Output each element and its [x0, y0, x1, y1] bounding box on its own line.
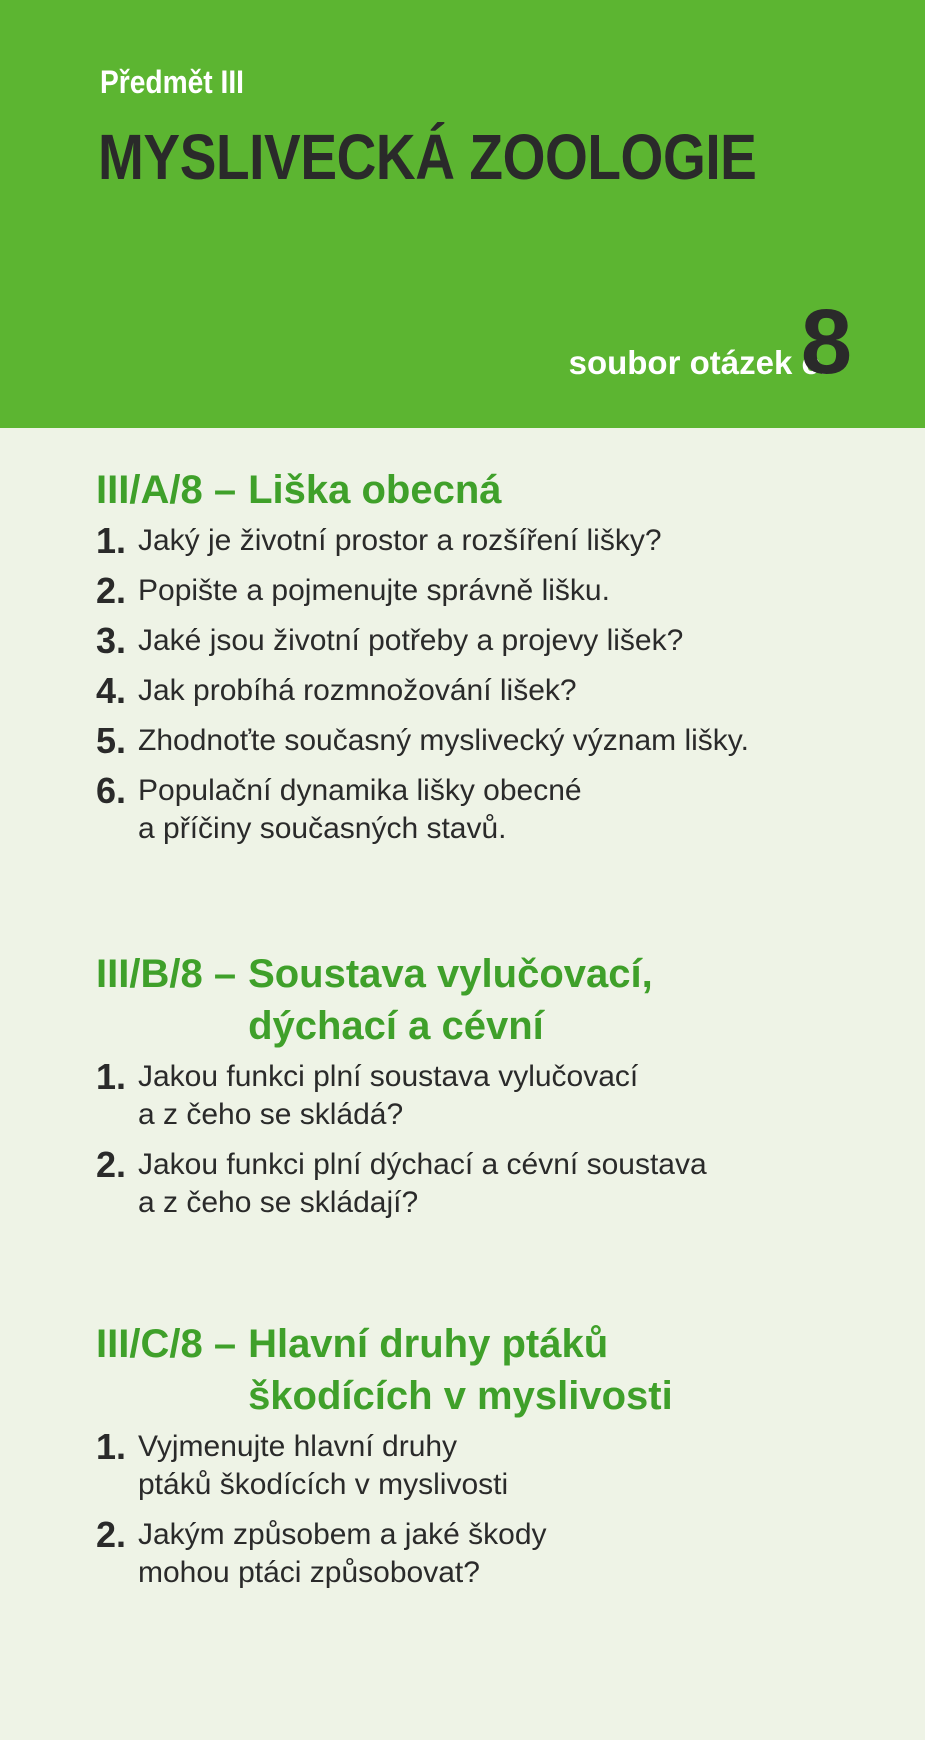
question-text: Jakým způsobem a jaké škody mohou ptáci způsobovat?: [138, 1518, 547, 1589]
question-number: 5.: [96, 720, 127, 761]
subject-label: Předmět III: [100, 64, 244, 100]
question-number: 4.: [96, 670, 127, 711]
question-text: Zhodnoťte současný myslivecký význam lišky.: [138, 724, 749, 757]
question-item: [96, 1058, 896, 1134]
question-text: Jakou funkci plní soustava vylučovací a z čeho se skládá?: [138, 1060, 639, 1131]
question-set-label: soubor otázek č.: [568, 344, 829, 381]
question-item: [96, 722, 896, 760]
question-item: [96, 572, 896, 610]
section-heading: [96, 464, 896, 516]
section-b: [96, 948, 896, 1222]
question-item: [96, 1428, 896, 1504]
question-text: Popište a pojmenujte správně lišku.: [138, 574, 610, 607]
question-number: 2.: [96, 570, 127, 611]
question-number: 2.: [96, 1144, 127, 1185]
header-band: [0, 0, 925, 428]
question-list: [0, 428, 925, 1740]
question-text: Jaký je životní prostor a rozšíření lišky?: [138, 524, 662, 557]
section-heading: [96, 1318, 896, 1422]
question-item: [96, 622, 896, 660]
question-number: 1.: [96, 520, 127, 561]
question-item: [96, 1146, 896, 1222]
question-number: 2.: [96, 1514, 127, 1555]
section-heading: [96, 948, 896, 1052]
question-number: 6.: [96, 770, 127, 811]
section-code: III/B/8 –: [96, 952, 237, 996]
page-title: MYSLIVECKÁ ZOOLOGIE: [98, 121, 757, 193]
question-text: Populační dynamika lišky obecné a příčiny současných stavů.: [138, 774, 582, 845]
question-number: 1.: [96, 1426, 127, 1467]
section-a: [96, 464, 896, 848]
section-c: [96, 1318, 896, 1592]
question-item: [96, 1516, 896, 1592]
section-title: Liška obecná: [248, 468, 502, 512]
question-number: 1.: [96, 1056, 127, 1097]
question-item: [96, 522, 896, 560]
question-text: Jakou funkci plní dýchací a cévní soustava a z čeho se skládají?: [138, 1148, 707, 1219]
question-text: Jak probíhá rozmnožování lišek?: [138, 674, 577, 707]
section-title: Hlavní druhy ptáků škodících v myslivosti: [248, 1322, 673, 1418]
section-code: III/A/8 –: [96, 468, 237, 512]
question-item: [96, 672, 896, 710]
question-text: Jaké jsou životní potřeby a projevy lišek?: [138, 624, 684, 657]
question-set-number: 8: [800, 291, 852, 393]
question-item: [96, 772, 896, 848]
section-code: III/C/8 –: [96, 1322, 237, 1366]
question-number: 3.: [96, 620, 127, 661]
question-text: Vyjmenujte hlavní druhy ptáků škodících v myslivosti: [138, 1430, 509, 1501]
section-title: Soustava vylučovací, dýchací a cévní: [248, 952, 653, 1048]
